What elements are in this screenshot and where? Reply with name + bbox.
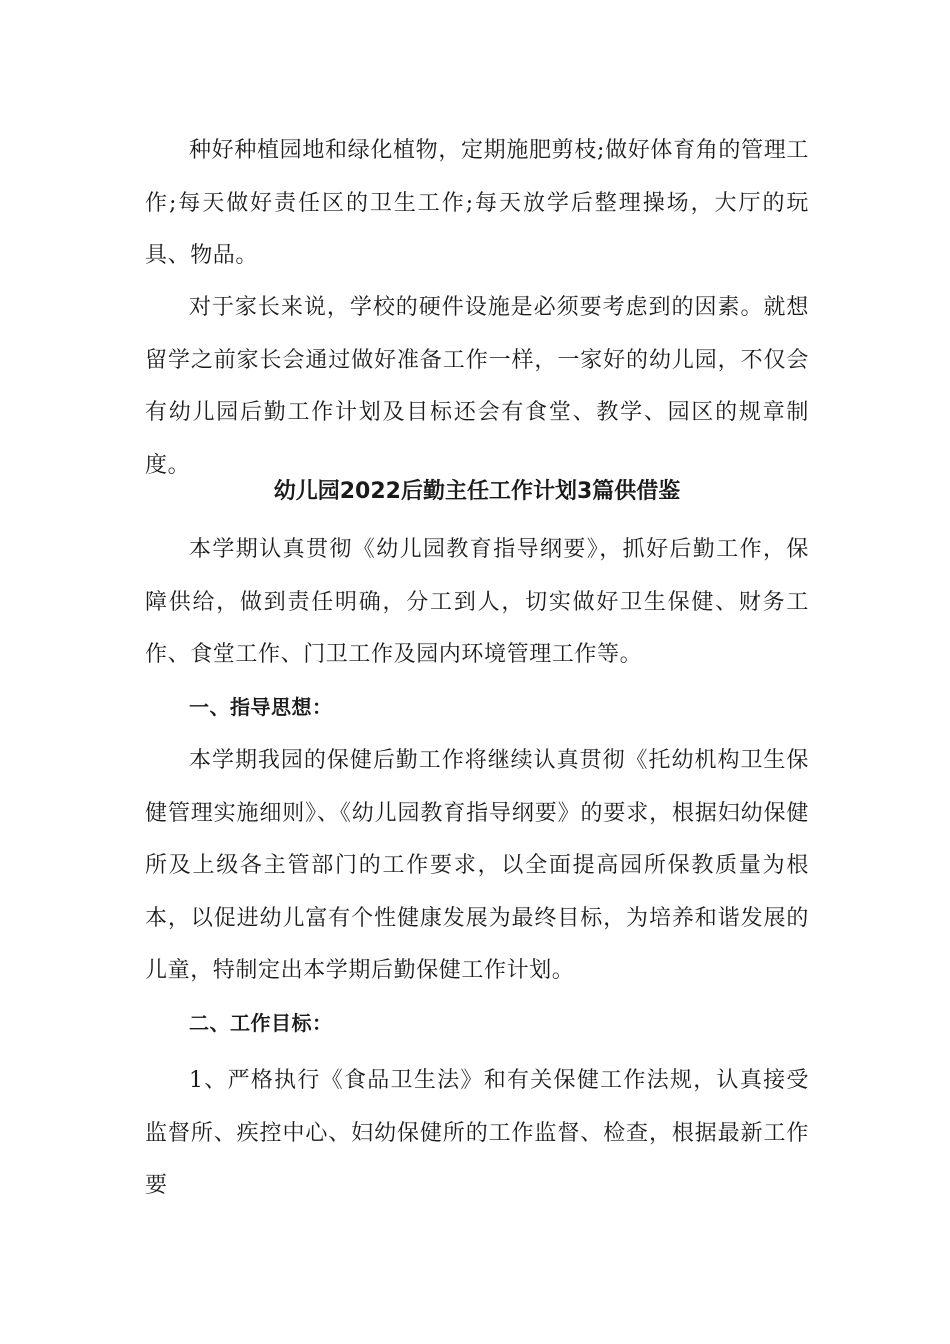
paragraph-4-block <box>145 735 809 998</box>
paragraph-1-block <box>145 125 809 283</box>
paragraph-3: 本学期认真贯彻《幼儿园教育指导纲要》，抓好后勤工作，保障供给，做到责任明确，分工到人，切实做好卫生保健、财务工作、食堂工作、门卫工作及园内环境管理工作等。 <box>145 537 809 667</box>
paragraph-1: 种好种植园地和绿化植物，定期施肥剪枝;做好体育角的管理工作;每天做好责任区的卫生工作;每天放学后整理操场，大厅的玩具、物品。 <box>145 138 809 268</box>
paragraph-5-block <box>145 1055 809 1213</box>
paragraph-2-block <box>145 282 809 492</box>
section-heading-guiding-ideology: 一、指导思想： <box>189 695 333 719</box>
paragraph-5: 1、严格执行《食品卫生法》和有关保健工作法规，认真接受监督所、疾控中心、妇幼保健所的工作监督、检查，根据最新工作要 <box>145 1068 809 1198</box>
paragraph-3-block <box>145 524 809 682</box>
section-heading-work-goals: 二、工作目标： <box>189 1011 333 1035</box>
paragraph-4: 本学期我园的保健后勤工作将继续认真贯彻《托幼机构卫生保健管理实施细则》、《幼儿园教育指导纲要》的要求，根据妇幼保健所及上级各主管部门的工作要求，以全面提高园所保教质量为根本，以促进幼儿富有个性健康发展为最终目标，为培养和谐发展的儿童，特制定出本学期后勤保健工作计划。 <box>145 748 809 983</box>
paragraph-2: 对于家长来说，学校的硬件设施是必须要考虑到的因素。就想留学之前家长会通过做好准备工作一样，一家好的幼儿园，不仅会有幼儿园后勤工作计划及目标还会有食堂、教学、园区的规章制度。 <box>145 295 809 478</box>
document-title: 幼儿园2022后勤主任工作计划3篇供借鉴 <box>273 479 681 504</box>
